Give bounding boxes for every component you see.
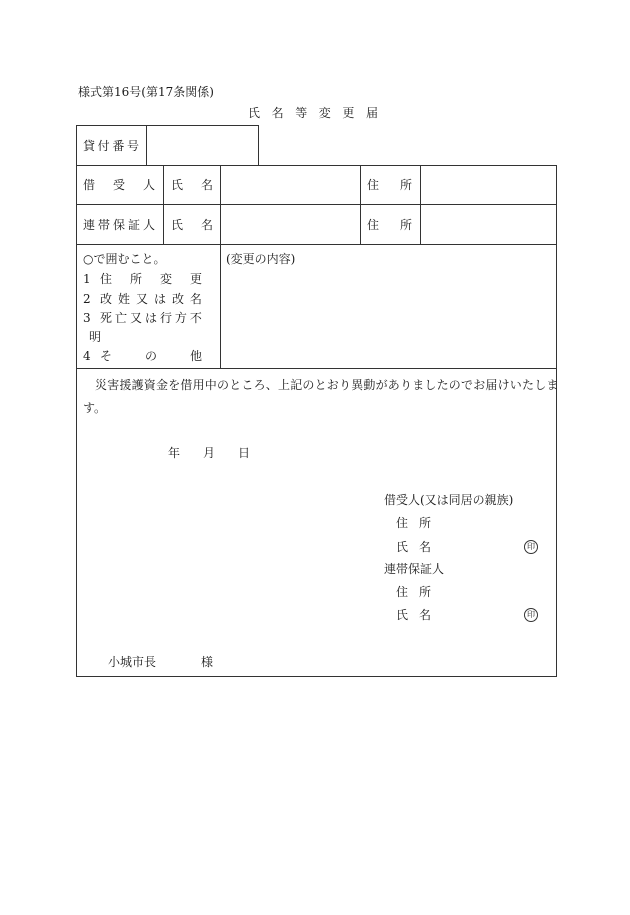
option-2-number: 2 — [83, 292, 91, 306]
date-day-label: 日 — [238, 446, 251, 460]
borrower-seal-icon: 印 — [524, 540, 538, 554]
loan-box-top — [76, 125, 259, 126]
col-divider-name — [220, 165, 221, 368]
guarantor-name-label: 氏 名 — [171, 218, 213, 232]
form-number: 様式第16号(第17条関係) — [78, 85, 214, 99]
col-divider-address — [360, 165, 361, 244]
col-divider-address-value — [420, 165, 421, 244]
guarantor-address-label: 住 所 — [367, 218, 412, 232]
option-3-text-continued: 明 — [89, 330, 102, 344]
guarantor-signatory-address-label: 住 所 — [396, 585, 431, 599]
row-options-top — [76, 244, 557, 245]
addressee-name: 小城市長 — [108, 655, 157, 669]
addressee-honorific: 様 — [201, 655, 214, 669]
col-divider-label — [163, 165, 164, 244]
borrower-name-label: 氏 名 — [171, 178, 213, 192]
borrower-label: 借 受 人 — [83, 178, 155, 192]
statement-line-1: 災害援護資金を借用中のところ、上記のとおり異動がありましたのでお届けいたしま — [95, 378, 559, 392]
guarantor-signatory-name-label: 氏 名 — [396, 608, 431, 622]
table-bottom-border — [76, 676, 557, 677]
change-content-label: (変更の内容) — [226, 252, 296, 266]
change-content-field[interactable] — [226, 270, 550, 362]
borrower-signatory-address-label: 住 所 — [396, 516, 431, 530]
option-4-text[interactable]: そ の 他 — [100, 349, 202, 363]
table-right-border — [556, 165, 557, 677]
date-month-label: 月 — [203, 446, 216, 460]
option-3-text[interactable]: 死 亡 又 は 行 方 不 — [100, 311, 202, 325]
borrower-address-label: 住 所 — [367, 178, 412, 192]
guarantor-label: 連 帯 保 証 人 — [83, 218, 155, 232]
borrower-signatory-heading: 借受人(又は同居の親族) — [384, 493, 514, 507]
row-borrower-top — [76, 165, 557, 166]
loan-number-label: 貸 付 番 号 — [83, 139, 139, 153]
borrower-signatory-name-label: 氏 名 — [396, 540, 431, 554]
form-title: 氏 名 等 変 更 届 — [248, 106, 378, 120]
loan-box-divider — [146, 125, 147, 165]
option-4-number: 4 — [83, 349, 91, 363]
option-2-text[interactable]: 改 姓 又 は 改 名 — [100, 292, 202, 306]
date-year-label: 年 — [168, 446, 181, 460]
option-1-text[interactable]: 住 所 変 更 — [100, 272, 202, 286]
option-3-number: 3 — [83, 311, 91, 325]
guarantor-seal-icon: 印 — [524, 608, 538, 622]
loan-box-right — [258, 125, 259, 165]
guarantor-signatory-heading: 連帯保証人 — [384, 562, 445, 576]
statement-line-2: す。 — [83, 401, 107, 415]
option-1-number: 1 — [83, 272, 91, 286]
row-guarantor-top — [76, 204, 557, 205]
table-left-border — [76, 125, 77, 677]
row-statement-top — [76, 368, 557, 369]
options-header: ○で囲むこと。 — [83, 252, 166, 266]
